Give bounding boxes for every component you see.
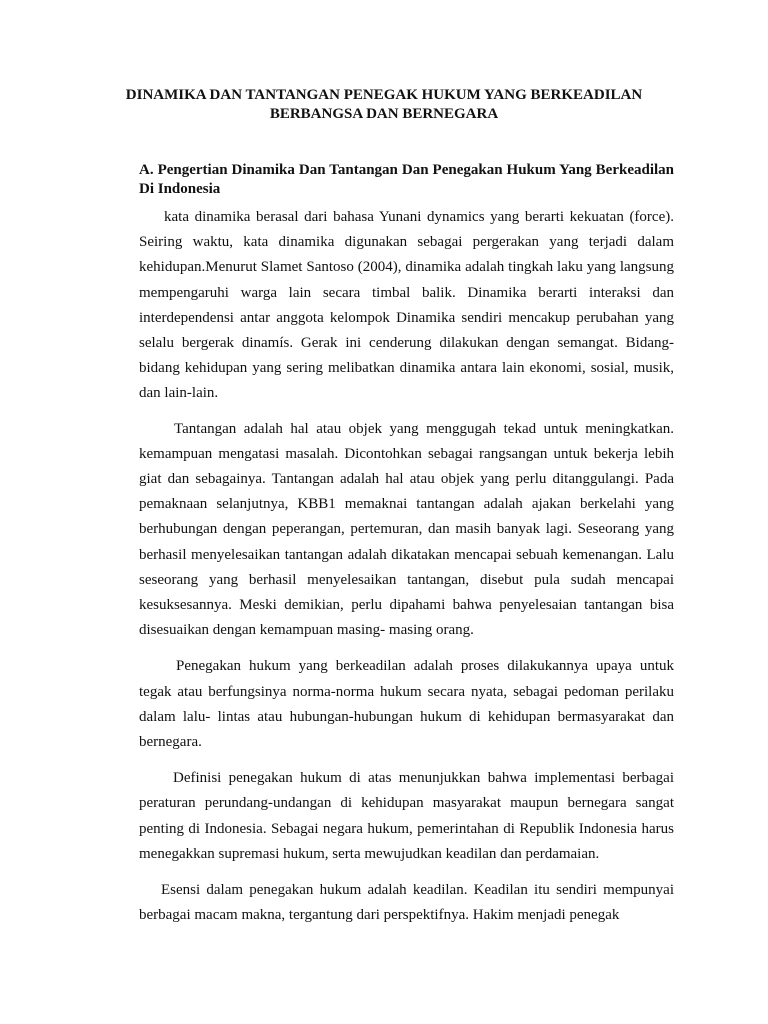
paragraph-definisi: Definisi penegakan hukum di atas menunjukkan bahwa implementasi berbagai peraturan perundang-undangan di kehidupan masyarakat maupun bernegara sangat penting di Indonesia. Sebagai negara hukum, pemerintahan di Republik Indonesia harus menegakkan supremasi hukum, serta mewujudkan keadilan dan perdamaian. (139, 770, 674, 862)
document-title: DINAMIKA DAN TANTANGAN PENEGAK HUKUM YANG BERKEADILAN BERBANGSA DAN BERNEGARA (125, 87, 643, 122)
document-body (139, 205, 674, 928)
paragraph-penegakan-hukum: Penegakan hukum yang berkeadilan adalah proses dilakukannya upaya untuk tegak atau berfungsinya norma-norma hukum secara nyata, sebagai pedoman perilaku dalam lalu- lintas atau hubungan-hubungan hukum di kehidupan bermasyarakat dan bernegara. (139, 658, 674, 751)
paragraph-dinamika: kata dinamika berasal dari bahasa Yunani dynamics yang berarti kekuatan (force). Seiring waktu, kata dinamika digunakan sebagai pergerakan yang terjadi dalam kehidupan.Menurut Slamet Santoso (2004), dinamika adalah tingkah laku yang langsung mempengaruhi warga lain secara timbal balik. Dinamika berarti interaksi dan interdependensi antar anggota kelompok Dinamika sendiri mencakup perubahan yang selalu bergerak dinamís. Gerak ini cenderung dilakukan dengan semangat. Bidang-bidang kehidupan yang sering melibatkan dinamika antara lain ekonomi, sosial, musik, dan lain-lain. (139, 209, 674, 402)
paragraph-esensi: Esensi dalam penegakan hukum adalah keadilan. Keadilan itu sendiri mempunyai berbagai macam makna, tergantung dari perspektifnya. Hakim menjadi penegak (139, 882, 674, 924)
section-heading: A. Pengertian Dinamika Dan Tantangan Dan Penegakan Hukum Yang Berkeadilan Di Indonesia (139, 162, 674, 197)
paragraph-tantangan: Tantangan adalah hal atau objek yang menggugah tekad untuk meningkatkan. kemampuan mengatasi masalah. Dicontohkan sebagai rangsangan untuk bekerja lebih giat dan sebagainya. Tantangan adalah hal atau objek yang perlu ditanggulangi. Pada pemaknaan selanjutnya, KBB1 memaknai tantangan adalah ajakan berkelahi yang berhubungan dengan peperangan, pertemuran, dan masih banyak lagi. Seseorang yang berhasil menyelesaikan tantangan adalah dikatakan mencapai sebuah kemenangan. Lalu seseorang yang berhasil menyelesaikan tantangan, disebut pula sudah mencapai kesuksesannya. Meski demikian, perlu dipahami bahwa penyelesaian tantangan bisa disesuaikan dengan kemampuan masing- masing orang. (139, 420, 674, 639)
